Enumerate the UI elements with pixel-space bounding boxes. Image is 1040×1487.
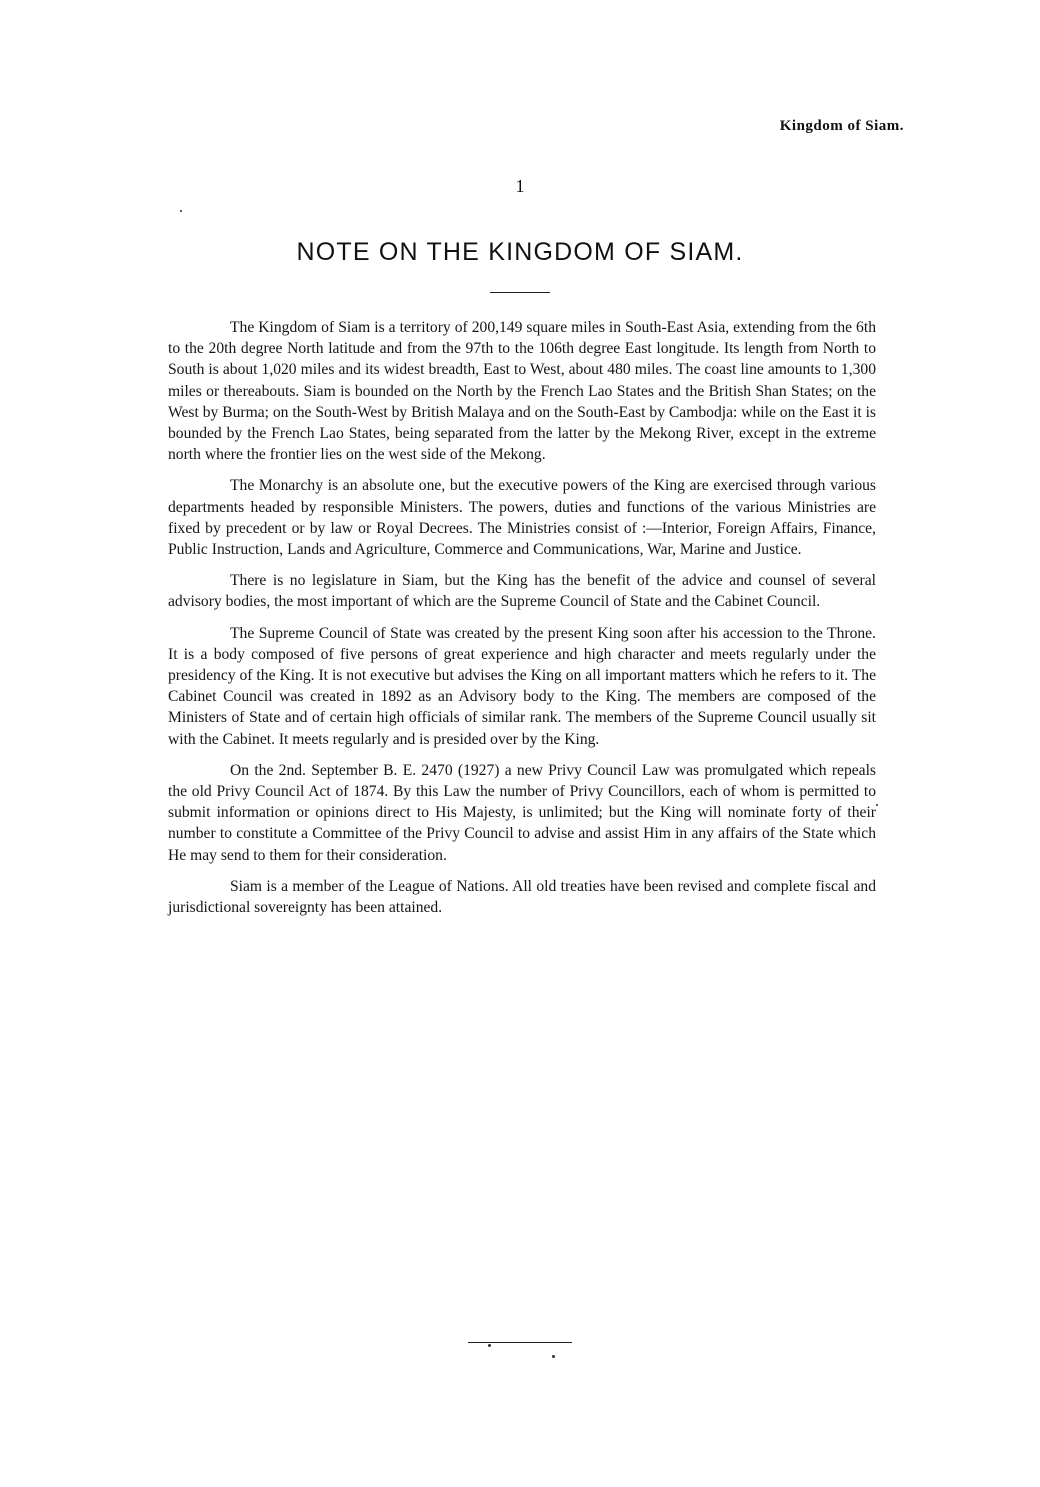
page-title: NOTE ON THE KINGDOM OF SIAM.: [296, 238, 744, 266]
page-number: 1: [515, 176, 525, 196]
end-divider: [468, 1342, 572, 1343]
ink-speck: [488, 1344, 491, 1347]
paragraph-legislature: There is no legislature in Siam, but the King has the benefit of the advice and counsel of several advisory bodies, the most important of which are the Supreme Council of State and the Cabinet Council.: [168, 572, 876, 611]
body-text: [168, 317, 876, 928]
paragraph-league-of-nations: Siam is a member of the League of Nations. All old treaties have been revised and complete fiscal and jurisdictional sovereignty has been attained.: [168, 877, 876, 917]
ink-speck: [552, 1355, 555, 1358]
title-divider: [490, 292, 550, 293]
paragraph-monarchy: The Monarchy is an absolute one, but the executive powers of the King are exercised through various departments headed by responsible Ministers. The powers, duties and functions of the various Ministries are fixed by precedent or by law or Royal Decrees. The Ministries consist of :—Interior, Foreign Affairs, Finance, Public Instruction, Lands and Agriculture, Commerce and Communications, War, Marine and Justice.: [168, 477, 876, 559]
paragraph-geography: The Kingdom of Siam is a territory of 200,149 square miles in South-East Asia, extending from the 6th to the 20th degree North latitude and from the 97th to the 106th degree East longitude. Its length from North to South is about 1,020 miles and its widest breadth, East to West, about 480 miles. The coast line amounts to 1,300 miles or thereabouts. Siam is bounded on the North by the French Lao States and the British Shan States; on the West by Burma; on the South-West by British Malaya and on the South-East by Cambodja: while on the East it is bounded by the French Lao States, being separated from the latter by the Mekong River, except in the extreme north where the frontier lies on the west side of the Mekong.: [168, 319, 876, 464]
paragraph-supreme-council: The Supreme Council of State was created by the present King soon after his accession to the Throne. It is a body composed of five persons of great experience and high character and meets regularly under the presidency of the King. It is not executive but advises the King on all important matters which he refers to it. The Cabinet Council was created in 1892 as an Advisory body to the King. The members are composed of the Ministers of State and of certain high officials of similar rank. The members of the Supreme Council usually sit with the Cabinet. It meets regularly and is presided over by the King.: [168, 624, 876, 748]
ink-speck: [180, 210, 182, 212]
running-head: Kingdom of Siam.: [779, 118, 904, 134]
paragraph-privy-council: On the 2nd. September B. E. 2470 (1927) a new Privy Council Law was promulgated which repeals the old Privy Council Act of 1874. By this Law the number of Privy Councillors, each of whom is permitted to submit information or opinions direct to His Majesty, is unlimited; but the King will nominate forty of their number to constitute a Committee of the Privy Council to advise and assist Him in any affairs of the State which He may send to them for their consideration.: [168, 761, 876, 864]
ink-speck: [876, 804, 878, 806]
